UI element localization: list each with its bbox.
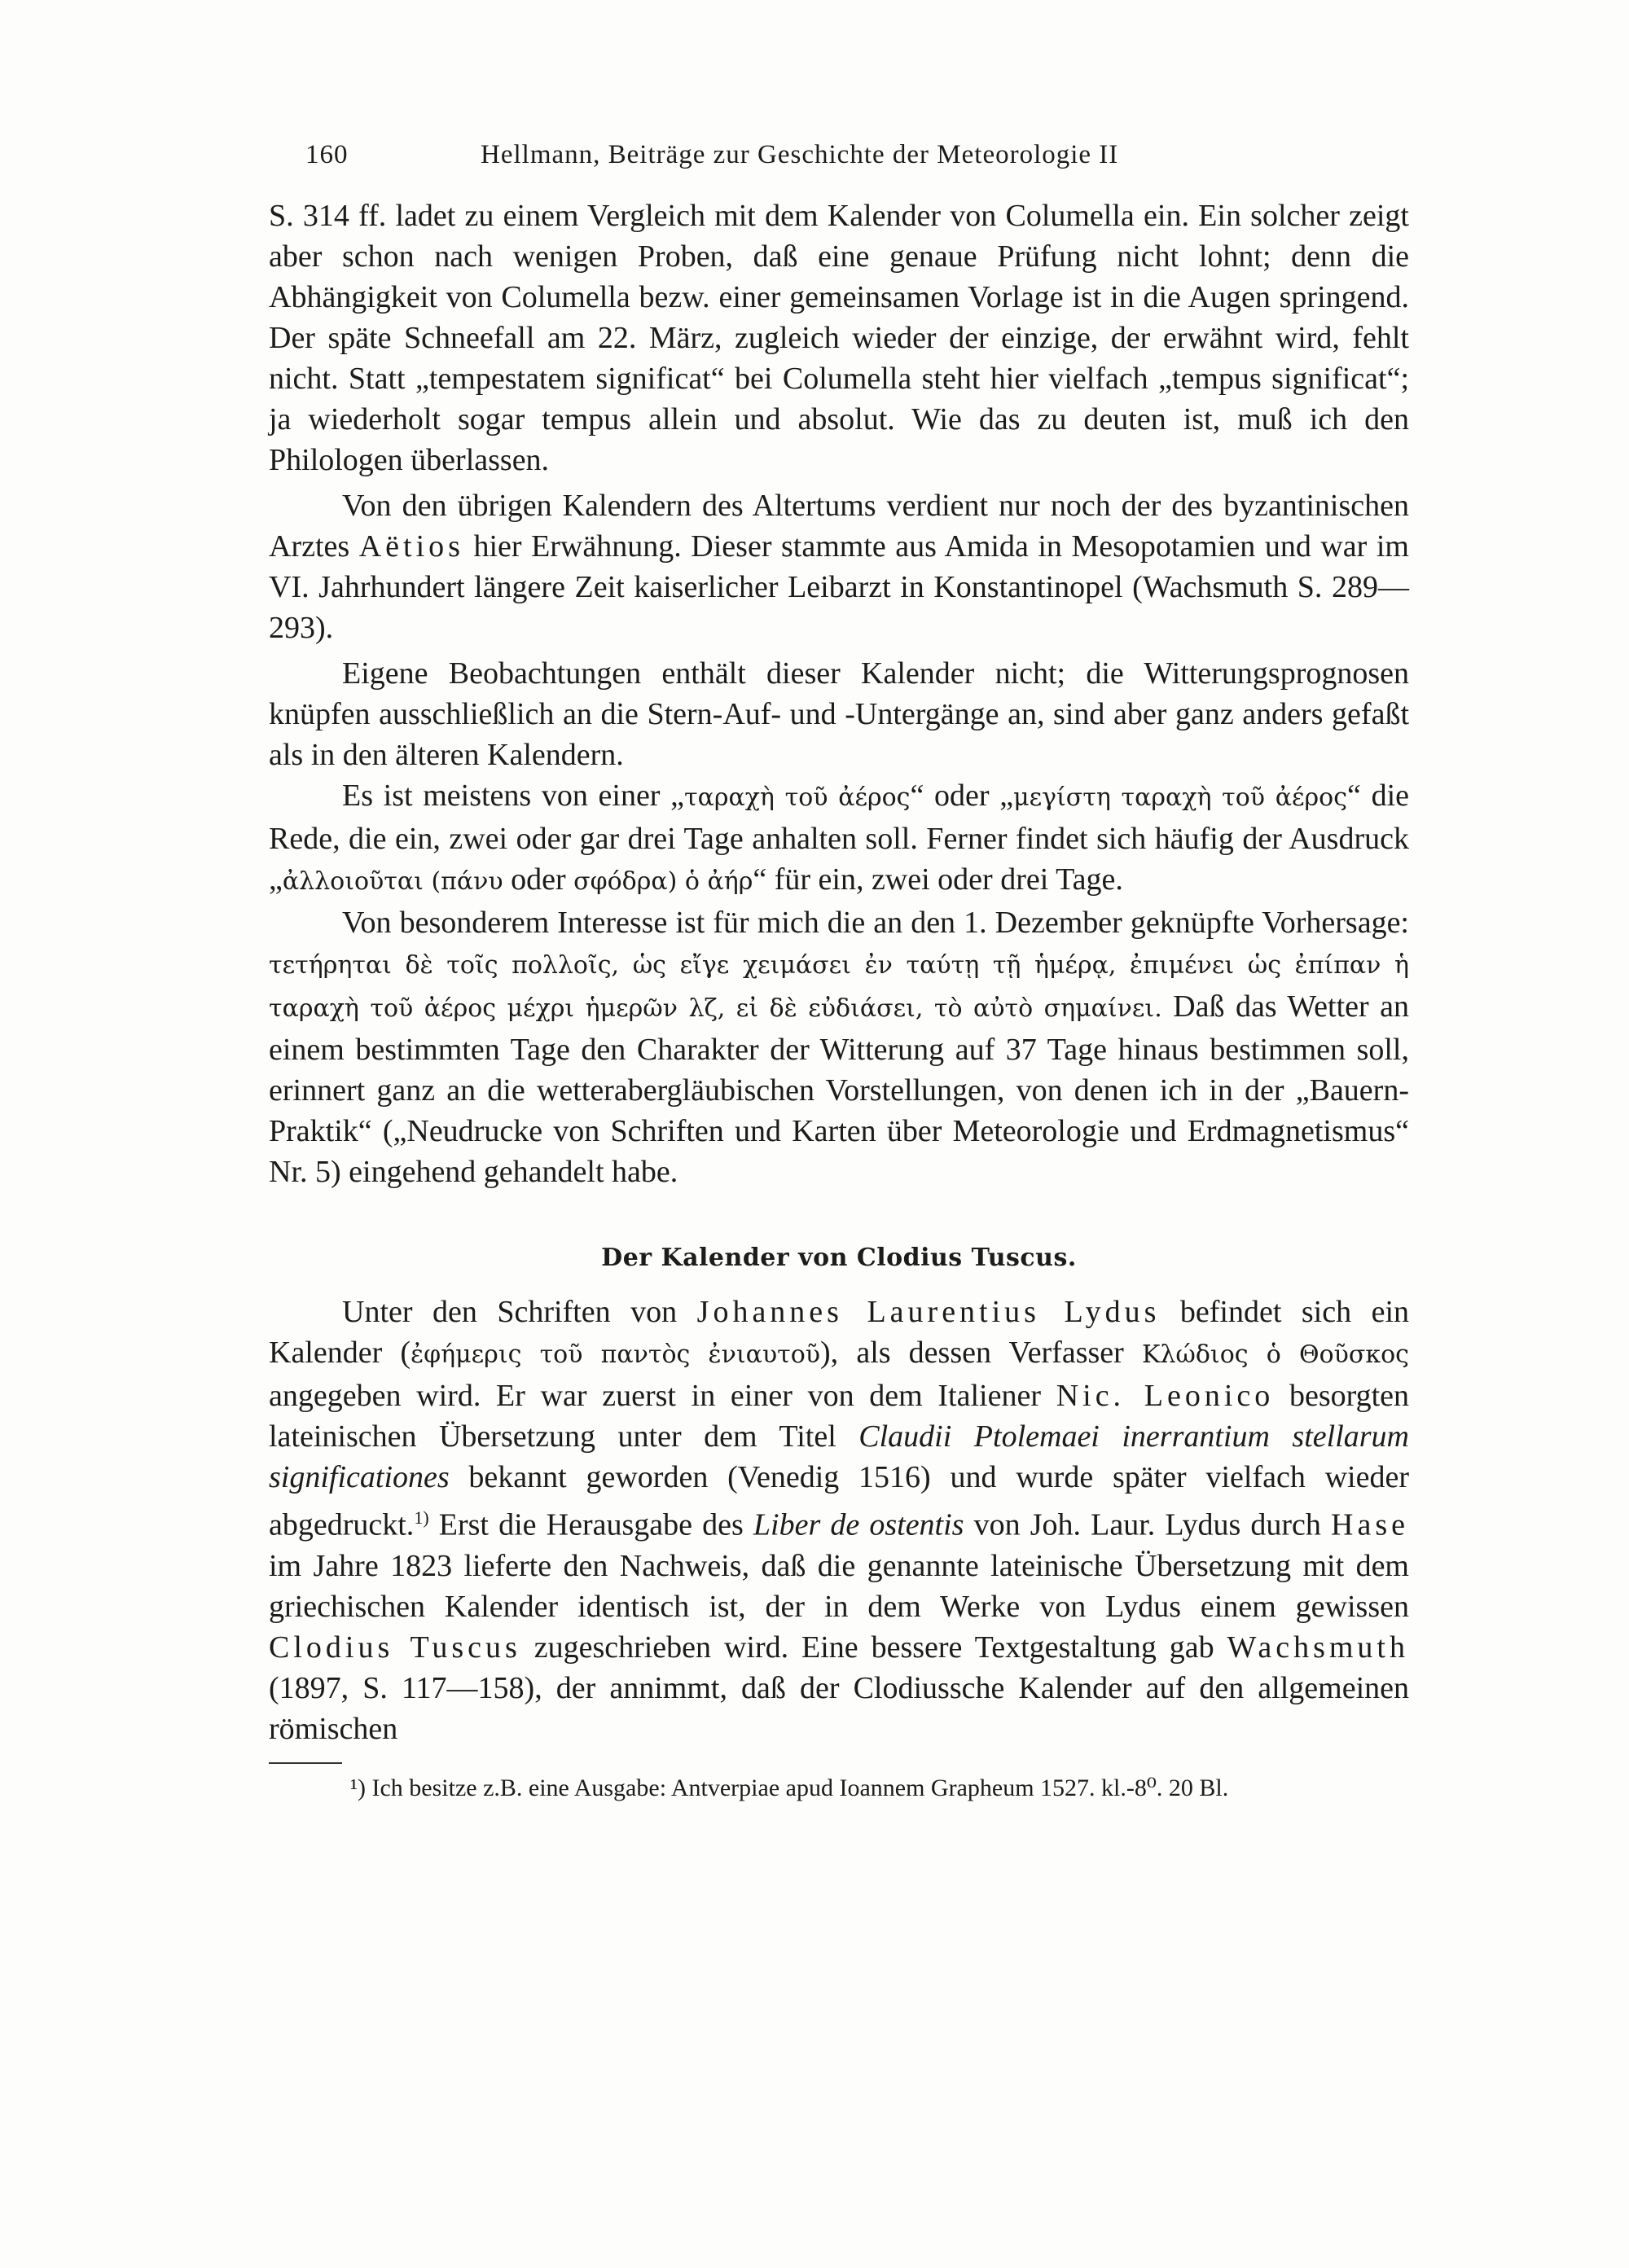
person-name: Wachsmuth xyxy=(1227,1630,1409,1665)
greek-quote: ἀλλοιοῦται (πάνυ xyxy=(282,867,503,896)
paragraph-4: Es ist meistens von einer „ταραχὴ τοῦ ἀέρος“ oder „μεγίστη ταραχὴ τοῦ ἀέρος“ die Rede, die ein, zwei oder gar drei Tage anhalten soll. Ferner findet sich häufig der Ausdruck „ἀλλοιοῦται (πάνυ oder σφόδρα) ὁ ἀήρ“ für ein, zwei oder drei Tage. xyxy=(269,779,1409,897)
paragraph-3: Eigene Beobachtungen enthält dieser Kalender nicht; die Witterungsprognosen knüpfen ausschließlich an die Stern-Auf- und -Untergänge an, sind aber ganz anders gefaßt als in den älteren Kalendern. xyxy=(269,656,1409,772)
greek-quote: τετήρηται δὲ τοῖς πολλοῖς, ὡς εἴγε χειμάσει ἐν ταύτῃ τῇ ἡμέρᾳ, ἐπιμένει ὡς ἐπίπαν ἡ ταραχὴ τοῦ ἀέρος μέχρι ἡμερῶν λζ, εἰ δὲ εὐδιάσει, τὸ αὐτὸ σημαίνει. xyxy=(269,951,1409,1023)
greek-quote: Κλώδιος ὁ Θοῦσκος xyxy=(1141,1340,1409,1369)
latin-title: Claudii Ptolemaei inerrantium stellarum significationes xyxy=(269,1419,1409,1494)
person-name: Hase xyxy=(1331,1507,1410,1542)
paragraph-6: Unter den Schriften von Johannes Laurentius Lydus befindet sich ein Kalender (ἐφήμερις τοῦ παντὸς ἐνιαυτοῦ), als dessen Verfasser Κλώδιος ὁ Θοῦσκος angegeben wird. Er war zuerst in einer von dem Italiener Nic. Leonico besorgten lateinischen Übersetzung unter dem Titel Claudii Ptolemaei inerrantium stellarum significationes bekannt geworden (Venedig 1516) und wurde später vielfach wieder abgedruckt.$^{1)}$ Erst die Herausgabe des Liber de ostentis von Joh. Laur. Lydus durch Hase im Jahre 1823 lieferte den Nachweis, daß die genannte lateinische Übersetzung mit dem griechischen Kalender identisch ist, der in dem Werke von Lydus einem gewissen Clodius Tuscus zugeschrieben wird. Eine bessere Textgestaltung gab Wachsmuth (1897, S. 117—158), der annimmt, daß der Clodiussche Kalender auf den allgemeinen römischen xyxy=(269,1295,1410,1746)
person-name: Johannes Laurentius Lydus xyxy=(696,1295,1161,1329)
footnote-mark: 1) xyxy=(414,1507,429,1528)
body-text xyxy=(269,195,1409,1805)
paragraph-5: Von besonderem Interesse ist für mich die an den 1. Dezember geknüpfte Vorhersage: τετήρηται δὲ τοῖς πολλοῖς, ὡς εἴγε χειμάσει ἐν ταύτῃ τῇ ἡμέρᾳ, ἐπιμένει ὡς ἐπίπαν ἡ ταραχὴ τοῦ ἀέρος μέχρι ἡμερῶν λζ, εἰ δὲ εὐδιάσει, τὸ αὐτὸ σημαίνει. Daß das Wetter an einem bestimmten Tage den Charakter der Witterung auf 37 Tage hinaus bestimmen soll, erinnert ganz an die wetterabergläubischen Vorstellungen, von denen ich in der „Bauern-Praktik“ („Neudrucke von Schriften und Karten über Meteorologie und Erdmagnetismus“ Nr. 5) eingehend gehandelt habe. xyxy=(269,906,1410,1189)
person-name: Clodius Tuscus xyxy=(269,1630,521,1665)
page-number: 160 xyxy=(305,140,349,169)
running-title: Hellmann, Beiträge zur Geschichte der Meteorologie II xyxy=(481,140,1119,169)
footnote: ¹) Ich besitze z.B. eine Ausgabe: Antverpiae apud Ioannem Grapheum 1527. kl.-8⁰. 20 Bl. xyxy=(350,1774,1229,1801)
greek-quote: ταραχὴ τοῦ ἀέρος xyxy=(684,783,911,812)
person-name: Aëtios xyxy=(358,529,464,564)
latin-title: Liber de ostentis xyxy=(753,1507,964,1542)
paragraph-2: Von den übrigen Kalendern des Altertums verdient nur noch der des byzantinischen Arztes Aëtios hier Erwähnung. Dieser stammte aus Amida in Mesopotamien und war im VI. Jahrhundert längere Zeit kaiserlicher Leibarzt in Konstantinopel (Wachsmuth S. 289—293). xyxy=(269,489,1409,645)
section-heading: Der Kalender von Clodius Tuscus. xyxy=(601,1244,1077,1272)
greek-quote: σφόδρα) ὁ ἀήρ xyxy=(573,867,753,896)
greek-quote: μεγίστη ταραχὴ τοῦ ἀέρος xyxy=(1013,783,1348,812)
greek-quote: ἐφήμερις τοῦ παντὸς ἐνιαυτοῦ xyxy=(411,1340,821,1369)
footnote-rule xyxy=(269,1762,342,1764)
paragraph-1: S. 314 ff. ladet zu einem Vergleich mit dem Kalender von Columella ein. Ein solcher zeigt aber schon nach wenigen Proben, daß eine genaue Prüfung nicht lohnt; denn die Abhängigkeit von Columella bezw. einer gemeinsamen Vorlage ist in die Augen springend. Der späte Schneefall am 22. März, zugleich wieder der einzige, der erwähnt wird, fehlt nicht. Statt „tempestatem significat“ bei Columella steht hier vielfach „tempus significat“; ja wiederholt sogar tempus allein und absolut. Wie das zu deuten ist, muß ich den Philologen überlassen. xyxy=(269,199,1409,477)
person-name: Nic. Leonico xyxy=(1056,1379,1275,1413)
page-header xyxy=(305,140,1409,181)
footnote-mark: ¹) xyxy=(350,1774,366,1801)
